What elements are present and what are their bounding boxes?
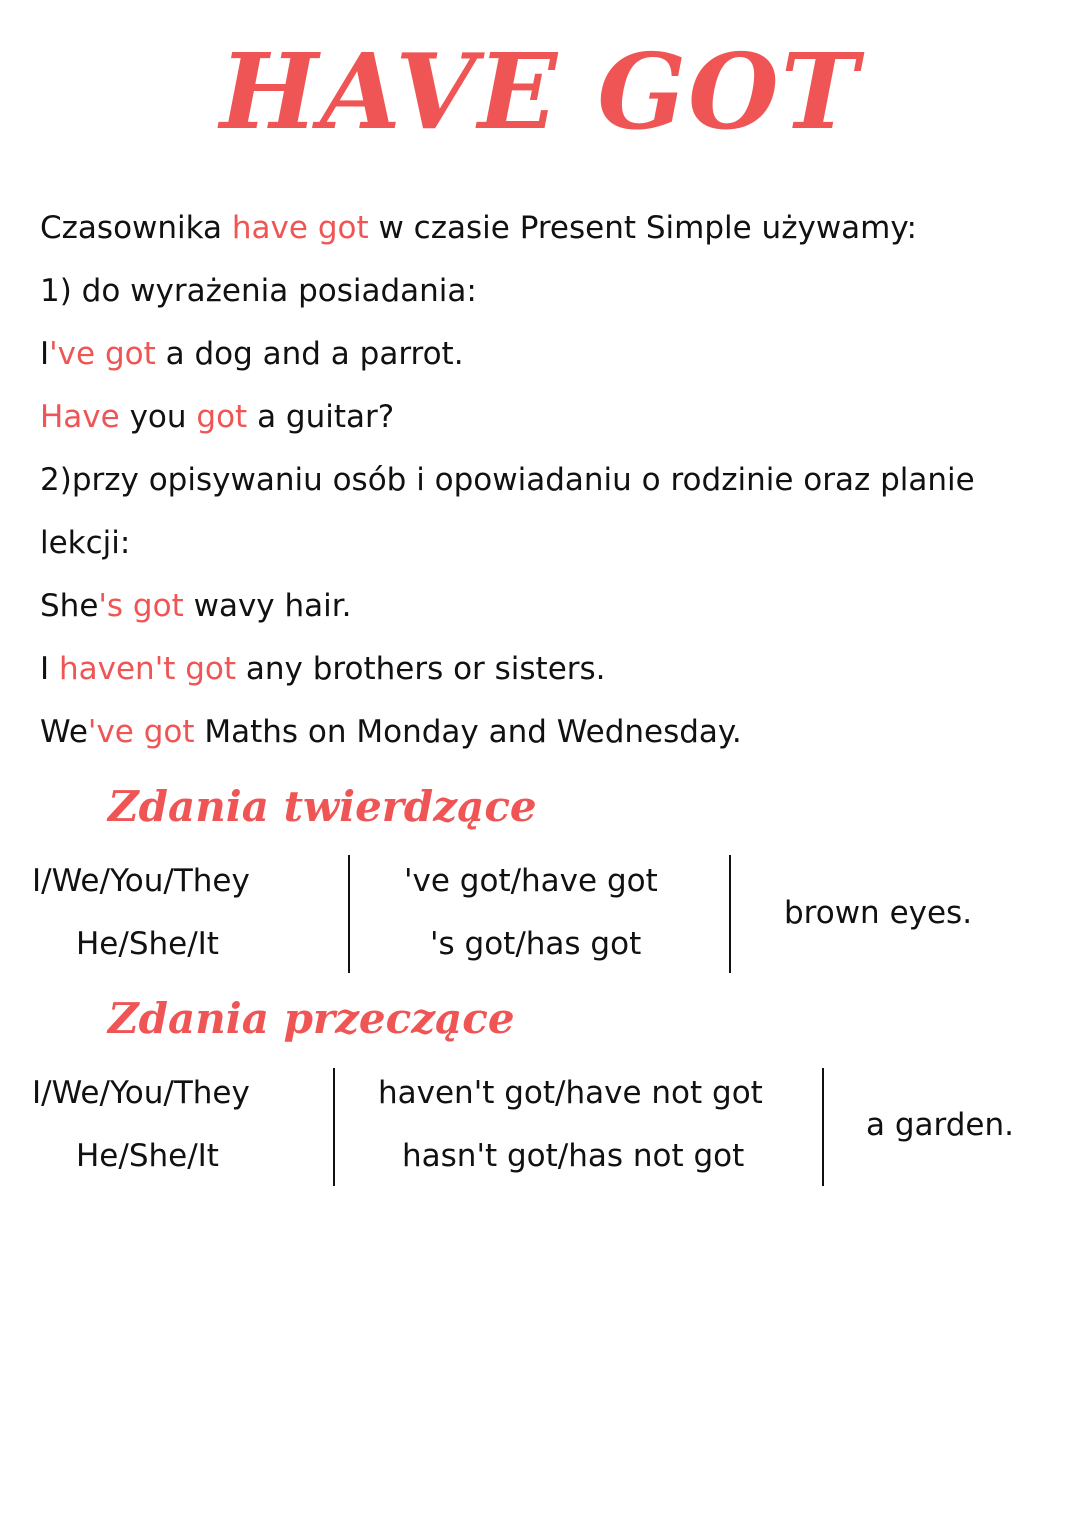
negative-subject-plural: I/We/You/They: [32, 1075, 250, 1111]
intro-line: [40, 578, 1040, 641]
intro-line: [40, 452, 1040, 515]
intro-line: [40, 263, 1040, 326]
text-segment: a guitar?: [247, 399, 395, 435]
negative-subject-singular: He/She/It: [76, 1138, 219, 1174]
negative-object: a garden.: [866, 1107, 1014, 1143]
affirmative-divider-left: [348, 855, 350, 973]
intro-section: [40, 200, 1040, 767]
negative-divider-right: [822, 1068, 824, 1186]
text-segment: a dog and a parrot.: [155, 336, 464, 372]
text-segment: 2)przy opisywaniu osób i opowiadaniu o rodzinie oraz planie: [40, 462, 975, 498]
text-segment: We: [40, 714, 88, 750]
affirmative-divider-right: [729, 855, 731, 973]
highlighted-text: 've got: [49, 336, 156, 372]
text-segment: 1) do wyrażenia posiadania:: [40, 273, 477, 309]
highlighted-text: 's got: [98, 588, 184, 624]
highlighted-text: got: [196, 399, 248, 435]
text-segment: I: [40, 336, 50, 372]
affirmative-subject-singular: He/She/It: [76, 926, 219, 962]
text-segment: Czasownika: [40, 210, 232, 246]
text-segment: you: [119, 399, 197, 435]
affirmative-subject-plural: I/We/You/They: [32, 863, 250, 899]
text-segment: w czasie Present Simple używamy:: [368, 210, 917, 246]
text-segment: lekcji:: [40, 525, 131, 561]
text-segment: She: [40, 588, 99, 624]
highlighted-text: have got: [231, 210, 369, 246]
negative-divider-left: [333, 1068, 335, 1186]
intro-line: [40, 641, 1040, 704]
highlighted-text: haven't got: [59, 651, 237, 687]
highlighted-text: 've got: [87, 714, 195, 750]
page-title: HAVE GOT: [219, 30, 861, 153]
intro-line: [40, 515, 1040, 578]
intro-line: [40, 200, 1040, 263]
negative-heading: Zdania przeczące: [108, 994, 515, 1043]
text-segment: I: [40, 651, 59, 687]
affirmative-object: brown eyes.: [784, 895, 973, 931]
text-segment: Maths on Monday and Wednesday.: [194, 714, 742, 750]
text-segment: any brothers or sisters.: [236, 651, 606, 687]
negative-verb-plural: haven't got/have not got: [378, 1075, 763, 1111]
negative-verb-singular: hasn't got/has not got: [402, 1138, 745, 1174]
intro-line: [40, 389, 1040, 452]
intro-line: [40, 704, 1040, 767]
affirmative-verb-plural: 've got/have got: [404, 863, 658, 899]
text-segment: wavy hair.: [183, 588, 352, 624]
intro-line: [40, 326, 1040, 389]
highlighted-text: Have: [40, 399, 120, 435]
affirmative-verb-singular: 's got/has got: [430, 926, 642, 962]
affirmative-heading: Zdania twierdzące: [108, 782, 537, 831]
